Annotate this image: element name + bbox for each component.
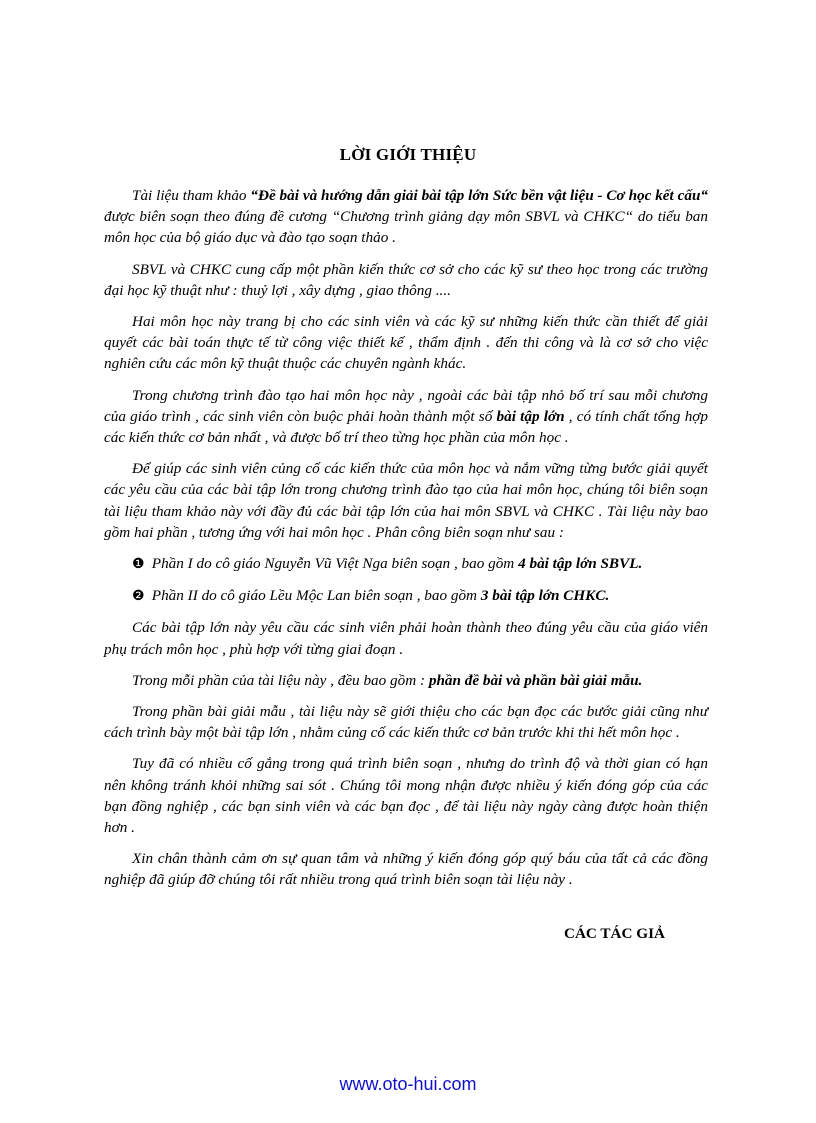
paragraph-structure: Để giúp các sinh viên củng cố các kiến thức của môn học và nắm vững từng bước giải quyết các yêu cầu của các bài tập lớn trong chương trình đào tạo của hai môn học, chúng tôi biên soạn tài liệu tham khảo này với đầy đủ các bài tập lớn của hai môn SBVL và CHKC . Tài liệu này bao gồm hai phần , tương ứng với hai môn học . Phân công biên soạn như sau : [104,460,708,541]
paragraph-intro [104,185,708,249]
emphasis-text: phần đề bài và phần bài giải mẫu. [428,671,643,689]
list-item-part-2 [104,585,708,607]
paragraph-text: Trong chương trình đào tạo hai môn học này , ngoài các bài tập nhỏ bố trí sau mỗi chương của giáo trình , các sinh viên còn buộc phải hoàn thành một số [104,386,708,425]
paragraph-text: Trong mỗi phần của tài liệu này , đều bao gồm : [132,671,429,689]
paragraph-thanks: Xin chân thành cảm ơn sự quan tâm và những ý kiến đóng góp quý báu của tất cả các đồng nghiệp đã giúp đỡ chúng tôi rất nhiều trong quá trình biên soạn tài liệu này . [104,850,708,889]
paragraph-contents [104,670,708,691]
paragraph-requirements: Các bài tập lớn này yêu cầu các sinh viên phải hoàn thành theo đúng yêu cầu của giáo viên phụ trách môn học , phù hợp với từng giai đoạn . [104,619,708,658]
page-title: LỜI GIỚI THIỆU [339,145,477,164]
list-item-part-1 [104,553,708,575]
paragraph-feedback: Tuy đã có nhiều cố gắng trong quá trình biên soạn , nhưng do trình độ và thời gian có hạn nên không tránh khỏi những sai sót . Chúng tôi mong nhận được nhiều ý kiến đóng góp của các bạn đồng nghiệp , các bạn sinh viên và các bạn đọc , để tài liệu này ngày càng được hoàn thiện hơn . [104,755,708,837]
list-item-text: Phần II do cô giáo Lều Mộc Lan biên soạn , bao gồm [148,587,481,605]
authors-signature: CÁC TÁC GIẢ [564,925,665,942]
paragraph-samples: Trong phần bài giải mẫu , tài liệu này sẽ giới thiệu cho các bạn đọc các bước giải cũng như cách trình bày một bài tập lớn , nhằm củng cố các kiến thức cơ bản trước khi thi hết môn học . [104,703,708,742]
number-one-icon: ❶ [132,557,145,573]
paragraph-curriculum [104,385,708,449]
paragraph-text: , có tính chất tổng hợp các kiến thức cơ bản nhất , và được bố trí theo từng học phần của môn học . [104,407,708,447]
book-title: “Đề bài và hướng dẫn giải bài tập lớn Sức bền vật liệu - Cơ học kết cấu“ [250,187,709,204]
emphasis-text: 3 bài tập lớn CHKC. [480,587,610,605]
paragraph-scope: SBVL và CHKC cung cấp một phần kiến thức cơ sở cho các kỹ sư theo học trong các trường đại học kỹ thuật như : thuỷ lợi , xây dựng , giao thông .... [104,260,708,299]
paragraph-text: Tài liệu tham khảo [132,187,251,204]
document-body [104,185,708,901]
paragraph-text: được biên soạn theo đúng đề cương “Chương trình giảng dạy môn SBVL và CHKC“ do tiểu ban môn học của bộ giáo dục và đào tạo soạn thảo . [104,208,708,247]
paragraph-purpose: Hai môn học này trang bị cho các sinh viên và các kỹ sư những kiến thức cần thiết để giải quyết các bài toán thực tế từ công việc thiết kế , thẩm định . đến thi công và là cơ sở cho việc nghiên cứu các môn kỹ thuật thuộc các chuyên ngành khác. [104,313,708,373]
emphasis-text: bài tập lớn [496,407,565,425]
number-two-icon: ❷ [132,589,145,605]
emphasis-text: 4 bài tập lớn SBVL. [518,555,643,573]
list-item-text: Phần I do cô giáo Nguyễn Vũ Việt Nga biên soạn , bao gồm [148,555,519,573]
footer-website-link[interactable]: www.oto-hui.com [339,1074,477,1094]
